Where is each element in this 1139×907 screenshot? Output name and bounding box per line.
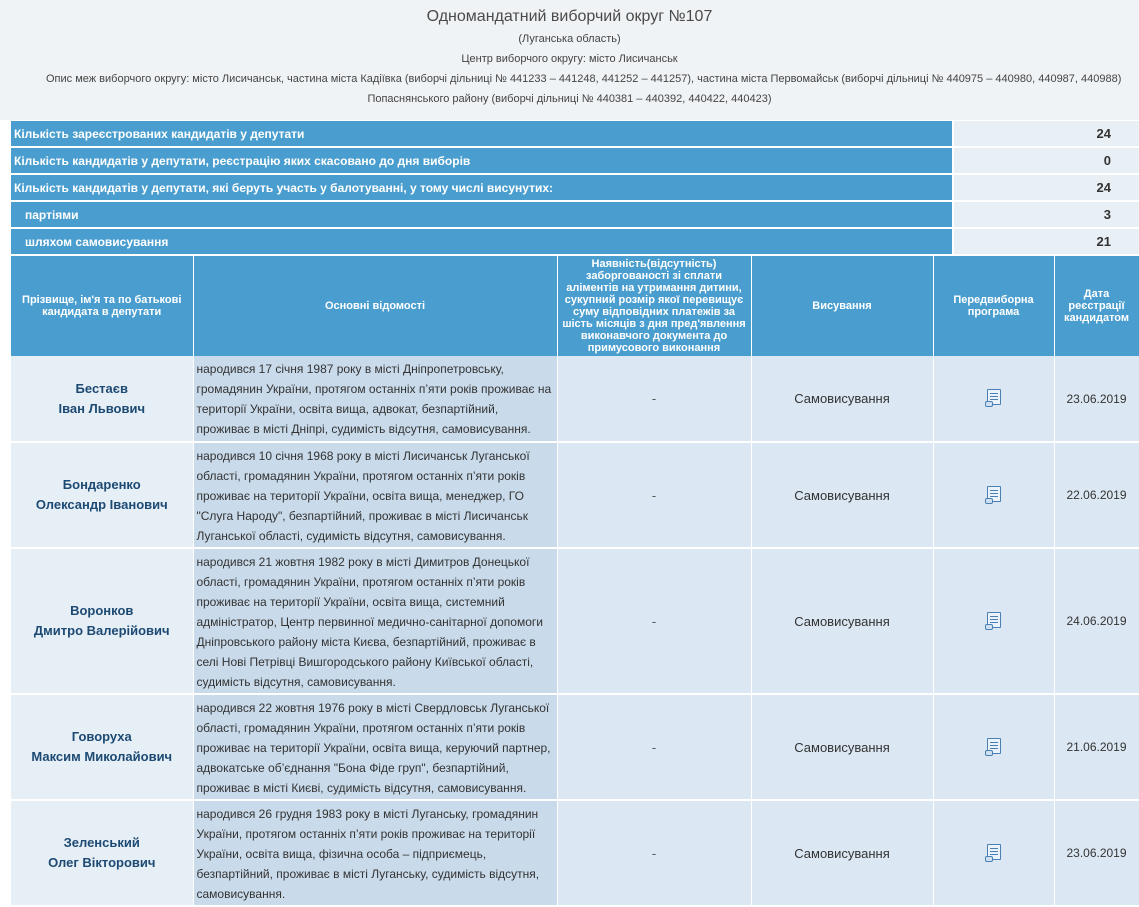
candidate-registration-date: 23.06.2019 [1054, 356, 1139, 442]
candidate-given-name: Олег Вікторович [48, 855, 156, 870]
table-row [11, 694, 1139, 800]
candidate-surname: Говоруха [71, 729, 132, 744]
candidate-name [11, 548, 193, 694]
candidate-name [11, 800, 193, 906]
table-row [11, 442, 1139, 548]
candidate-info: народився 26 грудня 1983 року в місті Луганську, громадянин України, протягом останніх п’яти років проживає на території України, освіта вища, фізична особа – підприємець, безпартійний, проживає в місті Луганську, судимість відсутня, самовисування. [193, 800, 557, 906]
candidate-given-name: Дмитро Валерійович [33, 623, 170, 638]
candidate-debt: - [557, 694, 751, 800]
candidate-given-name: Іван Львович [58, 400, 146, 416]
column-header-info: Основні відомості [193, 256, 557, 356]
document-icon[interactable] [987, 612, 1001, 628]
district-bounds-line1: Опис меж виборчого округу: місто Лисичанськ, частина міста Кадіївка (виборчі дільниці № 441233 – 441248, 441252 – 441257), частина міста Первомайськ (виборчі дільниці № 440975 – 440980, 440987, 440988) [46, 73, 1122, 85]
candidate-registration-date: 21.06.2019 [1054, 694, 1139, 800]
summary-row-cancelled [11, 147, 1139, 174]
column-header-debt: Наявність(відсутність) заборгованості зі сплати аліментів на утримання дитини, сукупний розмір якої перевищує суму відповідних платежів за шість місяців з дня пред'явлення виконавчого документа до примусового виконання [557, 256, 751, 356]
candidate-program [933, 694, 1054, 800]
summary-label: шляхом самовисування [11, 228, 953, 255]
candidate-surname: Воронков [70, 603, 134, 618]
candidate-registration-date: 22.06.2019 [1054, 442, 1139, 548]
document-icon[interactable] [987, 486, 1001, 502]
summary-label: партіями [11, 201, 953, 228]
candidate-surname: Зеленський [63, 835, 140, 850]
candidate-registration-date: 24.06.2019 [1054, 548, 1139, 694]
candidate-info: народився 10 січня 1968 року в місті Лисичанськ Луганської області, громадянин України, протягом останніх п’яти років проживає на території України, освіта вища, менеджер, ГО "Слуга Народу", безпартійний, проживає в місті Лисичанськ Луганської області, судимість відсутня, самовисування. [193, 442, 557, 548]
page-title: Одномандатний виборчий округ №107 [426, 8, 713, 25]
summary-value: 24 [953, 121, 1139, 147]
candidate-given-name: Максим Миколайович [31, 749, 173, 764]
candidate-nomination: Самовисування [751, 442, 933, 548]
candidates-table [11, 256, 1139, 907]
table-row [11, 548, 1139, 694]
district-bounds-line2: Попаснянського району (виборчі дільниці № 440381 – 440392, 440422, 440423) [367, 93, 772, 105]
candidate-surname: Бестаєв [75, 380, 128, 396]
summary-row-registered [11, 121, 1139, 147]
document-icon[interactable] [987, 738, 1001, 754]
summary-value: 0 [953, 147, 1139, 174]
table-row [11, 356, 1139, 442]
region-label: (Луганська область) [518, 33, 621, 45]
summary-label: Кількість кандидатів у депутати, реєстрацію яких скасовано до дня виборів [11, 147, 953, 174]
summary-value: 21 [953, 228, 1139, 255]
document-icon[interactable] [987, 844, 1001, 860]
candidate-name [11, 442, 193, 548]
candidate-name [11, 694, 193, 800]
column-header-date: Дата реєстрації кандидатом [1054, 256, 1139, 356]
column-header-program: Передвиборна програма [933, 256, 1054, 356]
candidate-program [933, 548, 1054, 694]
candidate-info: народився 22 жовтня 1976 року в місті Свердловськ Луганської області, громадянин України, протягом останніх п’яти років проживає на території України, освіта вища, керуючий партнер, адвокатське об’єднання "Бона Фіде груп", безпартійний, проживає в місті Києві, судимість відсутня, самовисування. [193, 694, 557, 800]
summary-value: 24 [953, 174, 1139, 201]
candidate-program [933, 442, 1054, 548]
table-row [11, 800, 1139, 906]
summary-label: Кількість зареєстрованих кандидатів у депутати [11, 121, 953, 147]
summary-table [11, 121, 1139, 256]
summary-row-self-nominated [11, 228, 1139, 255]
column-header-nomination: Висування [751, 256, 933, 356]
summary-row-participating [11, 174, 1139, 201]
summary-row-parties [11, 201, 1139, 228]
candidate-surname: Бондаренко [62, 477, 141, 492]
candidate-program [933, 356, 1054, 442]
candidate-debt: - [557, 548, 751, 694]
candidate-given-name: Олександр Іванович [35, 497, 168, 512]
candidate-info: народився 17 січня 1987 року в місті Дніпропетровську, громадянин України, протягом останніх п’яти років проживає на території України, освіта вища, адвокат, безпартійний, проживає в місті Дніпрі, судимість відсутня, самовисування. [193, 356, 557, 442]
document-icon[interactable] [987, 389, 1001, 405]
candidate-nomination: Самовисування [751, 548, 933, 694]
candidate-debt: - [557, 356, 751, 442]
candidate-nomination: Самовисування [751, 694, 933, 800]
district-center: Центр виборчого округу: місто Лисичанськ [461, 53, 678, 65]
candidate-debt: - [557, 442, 751, 548]
candidate-debt: - [557, 800, 751, 906]
page-header [0, 0, 1139, 120]
column-header-name: Прізвище, ім'я та по батькові кандидата в депутати [11, 256, 193, 356]
candidate-registration-date: 23.06.2019 [1054, 800, 1139, 906]
table-header-row [11, 256, 1139, 356]
summary-value: 3 [953, 201, 1139, 228]
candidate-nomination: Самовисування [751, 356, 933, 442]
candidate-name [11, 356, 193, 442]
candidate-info: народився 21 жовтня 1982 року в місті Димитров Донецької області, громадянин України, протягом останніх п’яти років проживає на території України, освіта вища, системний адміністратор, Центр первинної медично-санітарної допомоги Дніпровського району міста Києва, безпартійний, проживає в селі Нові Петрівці Вишгородського району Київської області, судимість відсутня, самовисування. [193, 548, 557, 694]
candidate-nomination: Самовисування [751, 800, 933, 906]
candidate-program [933, 800, 1054, 906]
summary-label: Кількість кандидатів у депутати, які беруть участь у балотуванні, у тому числі висунутих: [11, 174, 953, 201]
